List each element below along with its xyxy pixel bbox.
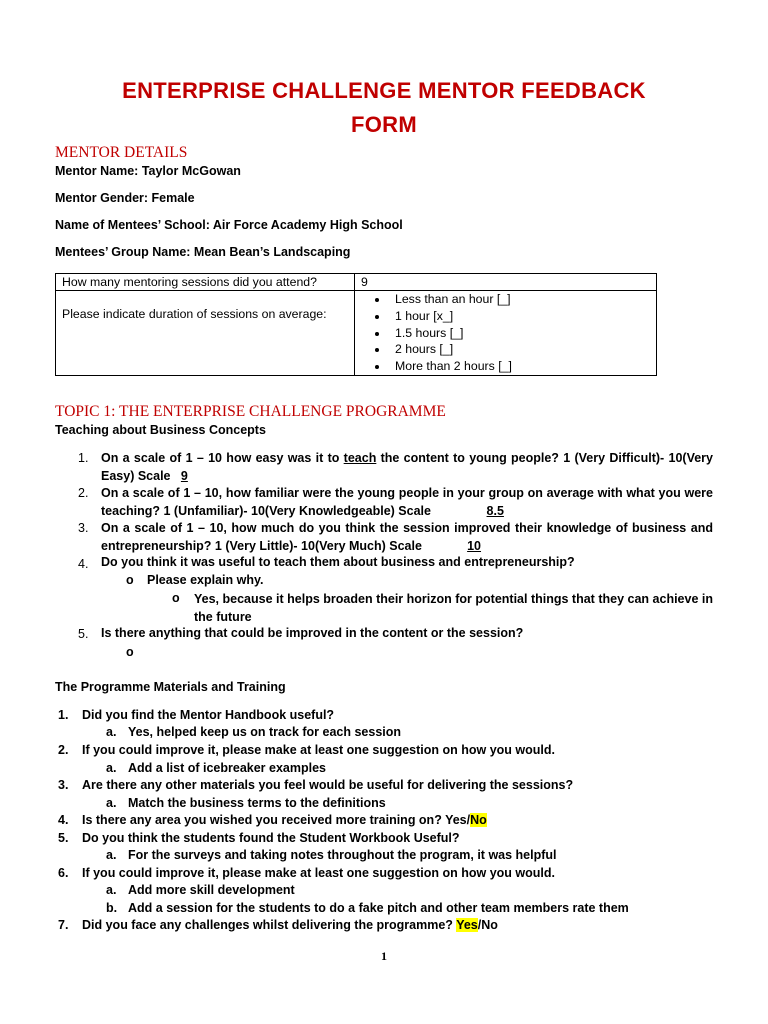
topic1-question-3: On a scale of 1 – 10, how much do you think the session improved their knowledge of business and entrepreneurship? 1 (Very Little)- 10(Very Much) Scale 10 — [101, 521, 713, 553]
duration-option: • 2 hours [_] — [389, 341, 650, 358]
answer-letter: a. — [106, 725, 117, 739]
sub-bullet: o — [172, 591, 180, 605]
materials-question-6: If you could improve it, please make at least one suggestion on how you would. — [82, 866, 555, 880]
question-number: 1. — [58, 708, 69, 722]
answer-letter: b. — [106, 901, 118, 915]
question-number: 4. — [78, 557, 89, 571]
materials-question-1: Did you find the Mentor Handbook useful? — [82, 708, 335, 722]
sessions-table — [55, 273, 657, 376]
page-number: 1 — [381, 949, 387, 963]
topic1-heading: TOPIC 1: THE ENTERPRISE CHALLENGE PROGRAMME — [55, 403, 446, 420]
materials-heading: The Programme Materials and Training — [55, 680, 286, 694]
answer-letter: a. — [106, 761, 117, 775]
sessions-count-answer: 9 — [355, 274, 657, 291]
sessions-count-question: How many mentoring sessions did you attend? — [56, 274, 355, 291]
topic1-subheading: Teaching about Business Concepts — [55, 423, 266, 437]
topic1-question-4: Do you think it was useful to teach them about business and entrepreneurship? — [101, 555, 575, 569]
highlighted-answer: No — [470, 813, 487, 827]
materials-answer-3: Match the business terms to the definitions — [128, 796, 386, 810]
sub-bullet: o — [126, 573, 134, 587]
duration-question: Please indicate duration of sessions on average: — [56, 291, 355, 376]
materials-question-5: Do you think the students found the Student Workbook Useful? — [82, 831, 460, 845]
duration-option: • 1.5 hours [_] — [389, 325, 650, 342]
duration-option: • 1 hour [x_] — [389, 308, 650, 325]
form-title-line2: FORM — [351, 112, 417, 137]
duration-option: • More than 2 hours [_] — [389, 358, 650, 375]
mentor-details-heading: MENTOR DETAILS — [55, 144, 188, 161]
question-number: 4. — [58, 813, 69, 827]
answer-letter: a. — [106, 883, 117, 897]
question-1-answer: 9 — [180, 469, 188, 483]
question-number: 2. — [78, 486, 89, 500]
materials-question-3: Are there any other materials you feel would be useful for delivering the sessions? — [82, 778, 574, 792]
materials-answer-5: For the surveys and taking notes throughout the program, it was helpful — [128, 848, 557, 862]
topic1-question-4-answer: Yes, because it helps broaden their horizon for potential things that they can achieve in the future — [194, 592, 713, 624]
mentees-group: Mentees’ Group Name: Mean Bean’s Landscaping — [55, 245, 351, 259]
sub-bullet: o — [126, 645, 134, 659]
question-3-answer: 10 — [467, 539, 482, 553]
topic1-question-4-sub: Please explain why. — [147, 573, 264, 587]
question-number: 6. — [58, 866, 69, 880]
highlighted-answer: Yes — [456, 918, 478, 932]
question-number: 3. — [78, 521, 89, 535]
mentor-gender: Mentor Gender: Female — [55, 191, 195, 205]
materials-answer-6b: Add a session for the students to do a fake pitch and other team members rate them — [128, 901, 629, 915]
mentor-name: Mentor Name: Taylor McGowan — [55, 164, 241, 178]
topic1-question-2: On a scale of 1 – 10, how familiar were the young people in your group on average with what you were teaching? 1 (Unfamiliar)- 10(Very Knowledgeable) Scale 8.5 — [101, 486, 713, 518]
materials-answer-2: Add a list of icebreaker examples — [128, 761, 327, 775]
question-number: 7. — [58, 918, 69, 932]
materials-answer-6a: Add more skill development — [128, 883, 295, 897]
materials-answer-1: Yes, helped keep us on track for each session — [128, 725, 402, 739]
duration-option: • Less than an hour [_] — [389, 291, 650, 308]
topic1-question-5: Is there anything that could be improved in the content or the session? — [101, 626, 524, 640]
materials-question-2: If you could improve it, please make at least one suggestion on how you would. — [82, 743, 555, 757]
question-2-answer: 8.5 — [486, 504, 504, 518]
answer-letter: a. — [106, 848, 117, 862]
question-number: 1. — [78, 451, 89, 465]
question-number: 5. — [58, 831, 69, 845]
duration-options — [355, 291, 657, 376]
mentees-school: Name of Mentees’ School: Air Force Academy High School — [55, 218, 403, 232]
answer-letter: a. — [106, 796, 117, 810]
materials-question-7: Did you face any challenges whilst delivering the programme? Yes/No — [82, 918, 498, 932]
materials-question-4: Is there any area you wished you received more training on? Yes/No — [82, 813, 487, 827]
form-title-line1: ENTERPRISE CHALLENGE MENTOR FEEDBACK — [122, 78, 646, 103]
question-number: 2. — [58, 743, 69, 757]
topic1-question-1: On a scale of 1 – 10 how easy was it to teach the content to young people? 1 (Very Difficult)- 10(Very Easy) Scale 9 — [101, 451, 713, 483]
question-number: 3. — [58, 778, 69, 792]
question-number: 5. — [78, 627, 89, 641]
